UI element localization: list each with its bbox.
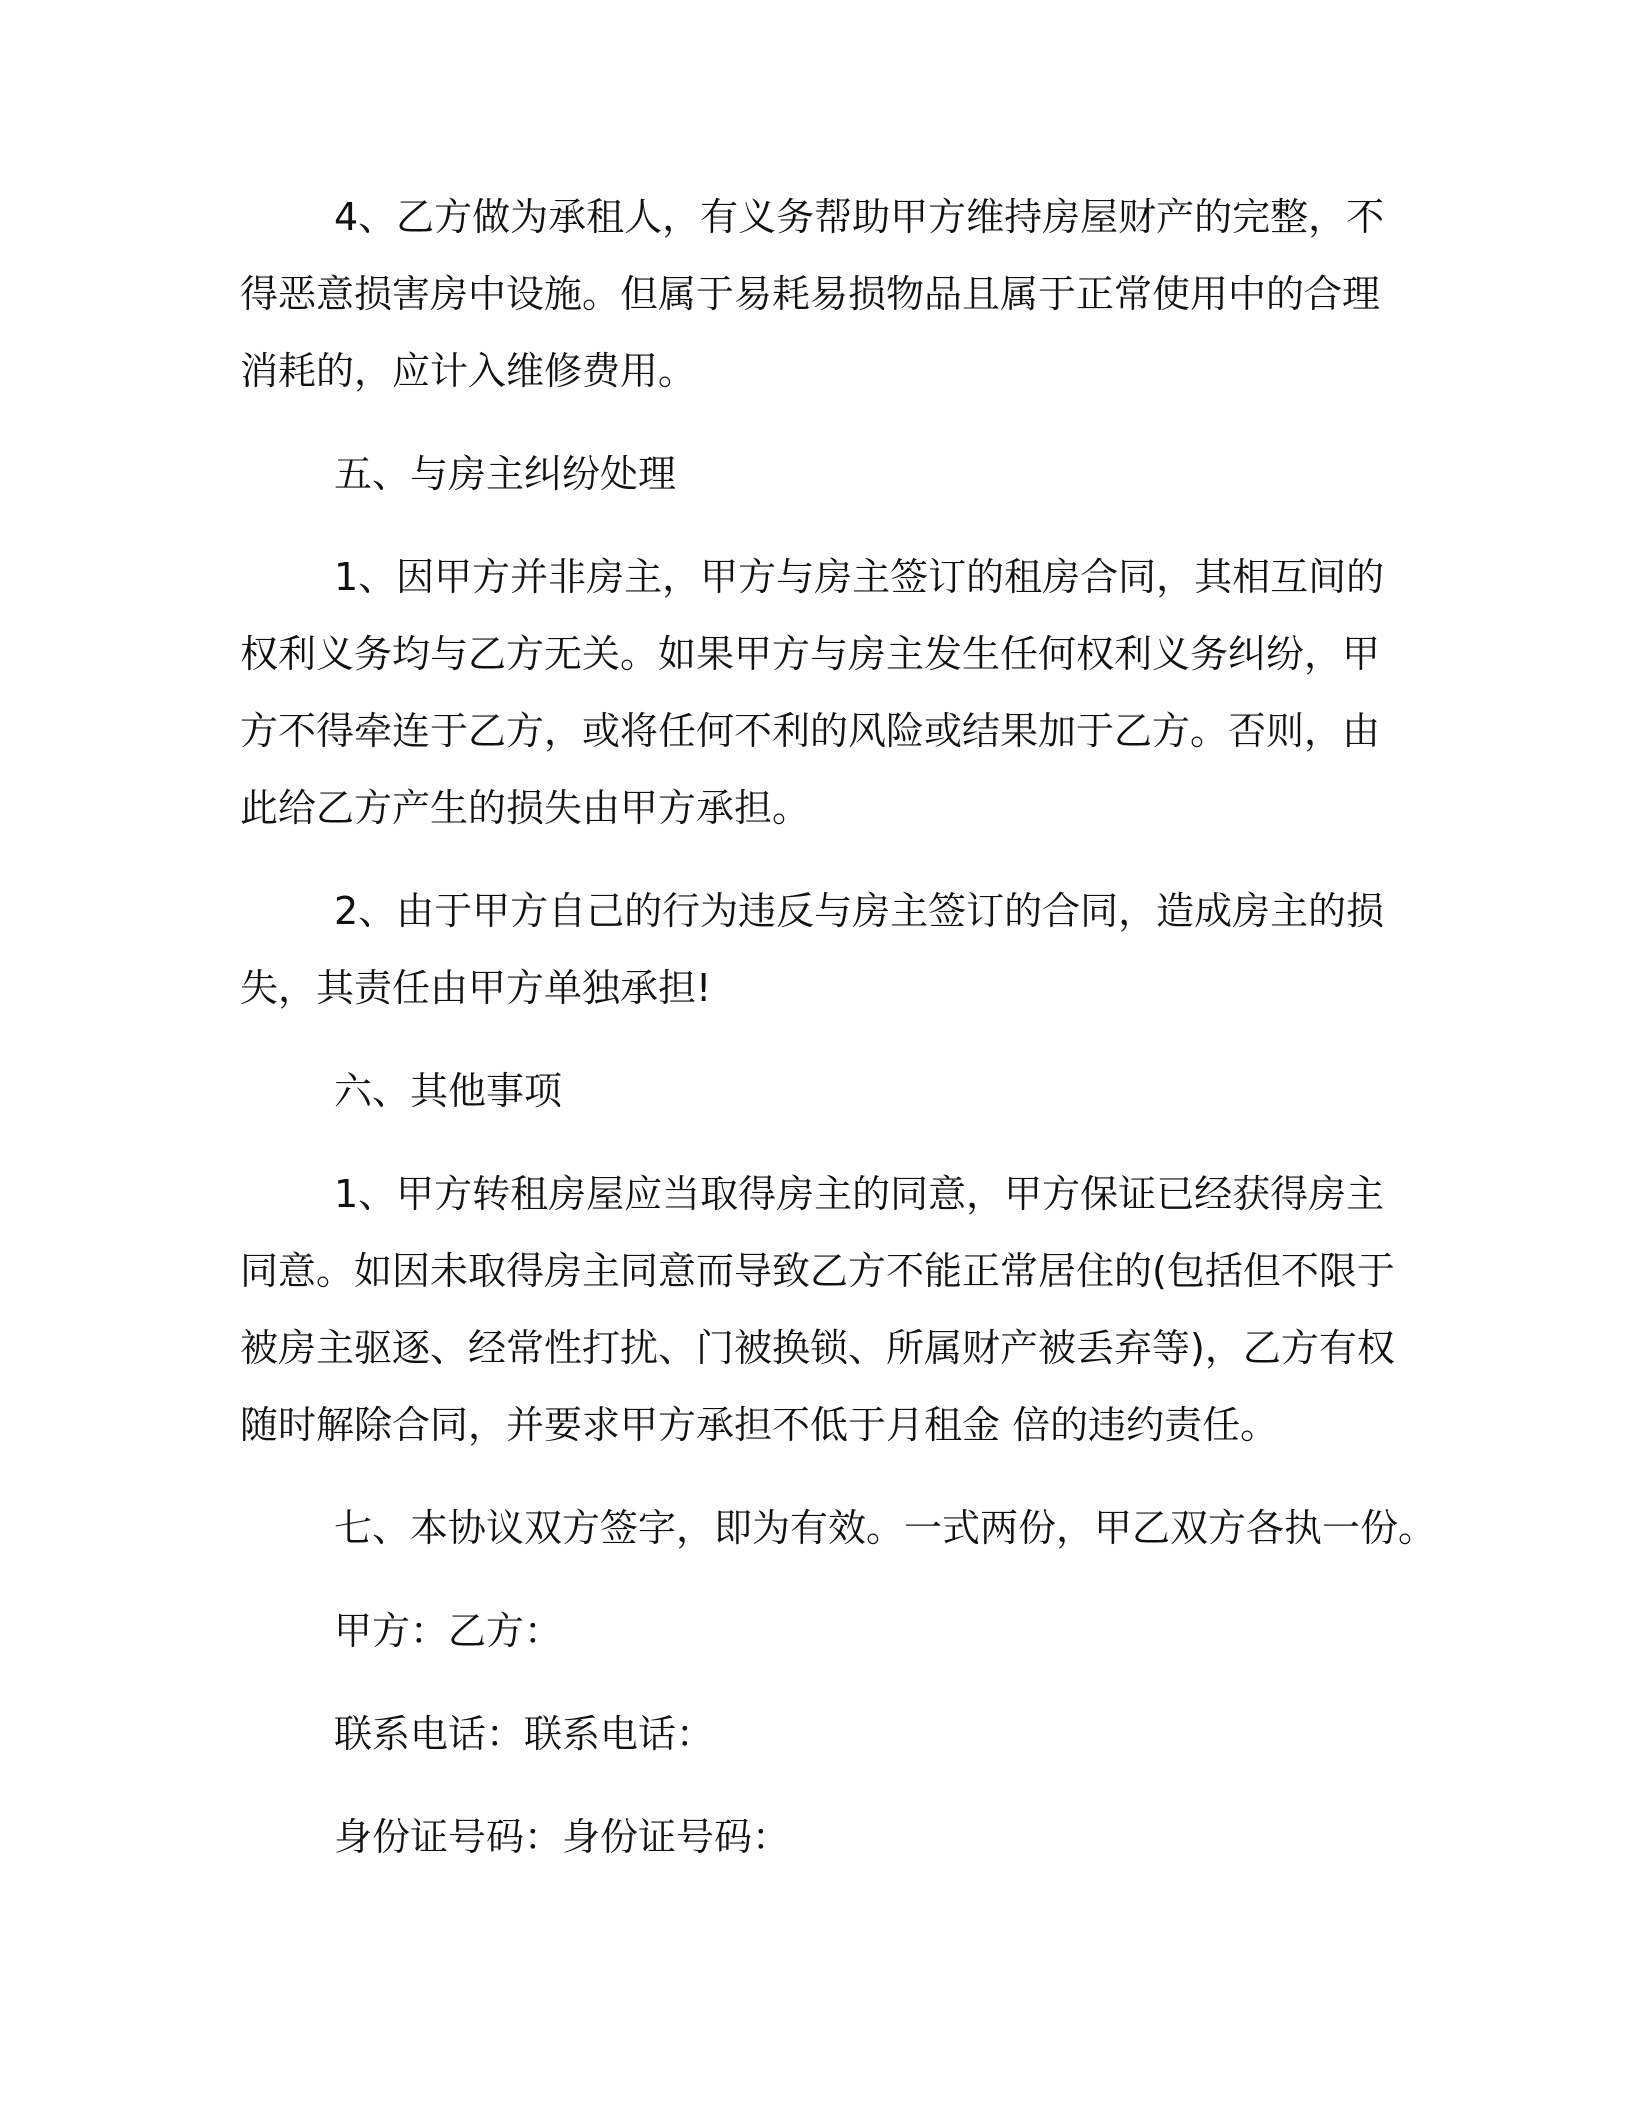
- phone-line: 联系电话：联系电话：: [334, 1712, 715, 1756]
- section-6-heading: 六、其他事项: [334, 1069, 563, 1113]
- section-5-heading: 五、与房主纠纷处理: [334, 452, 677, 496]
- section-5-clause-2-line-2: 失，其责任由甲方单独承担!: [240, 966, 712, 1010]
- section-5-clause-1-line-3: 方不得牵连于乙方，或将任何不利的风险或结果加于乙方。否则，由: [240, 709, 1381, 753]
- section-6-clause-1-line-2: 同意。如因未取得房主同意而导致乙方不能正常居住的(包括但不限于: [240, 1249, 1395, 1293]
- section-5-clause-1-line-2: 权利义务均与乙方无关。如果甲方与房主发生任何权利义务纠纷，甲: [240, 632, 1381, 676]
- party-signature-line: 甲方：乙方：: [334, 1609, 563, 1653]
- section-6-clause-1-line-3: 被房主驱逐、经常性打扰、门被换锁、所属财产被丢弃等)，乙方有权: [240, 1326, 1395, 1370]
- section-6-clause-1-line-4: 随时解除合同，并要求甲方承担不低于月租金 倍的违约责任。: [240, 1403, 1279, 1447]
- section-7-text: 七、本协议双方签字，即为有效。一式两份，甲乙双方各执一份。: [334, 1506, 1437, 1550]
- section-5-clause-1-line-1: 1、因甲方并非房主，甲方与房主签订的租房合同，其相互间的: [334, 555, 1385, 599]
- section-6-clause-1-line-1: 1、甲方转租房屋应当取得房主的同意，甲方保证已经获得房主: [334, 1172, 1385, 1216]
- clause-4-line-1: 4、乙方做为承租人，有义务帮助甲方维持房屋财产的完整，不: [334, 195, 1385, 239]
- section-5-clause-1-line-4: 此给乙方产生的损失由甲方承担。: [240, 786, 811, 830]
- clause-4-line-3: 消耗的，应计入维修费用。: [240, 349, 697, 393]
- clause-4-line-2: 得恶意损害房中设施。但属于易耗易损物品且属于正常使用中的合理: [240, 272, 1381, 316]
- id-number-line: 身份证号码：身份证号码：: [334, 1815, 791, 1859]
- section-5-clause-2-line-1: 2、由于甲方自己的行为违反与房主签订的合同，造成房主的损: [334, 889, 1385, 933]
